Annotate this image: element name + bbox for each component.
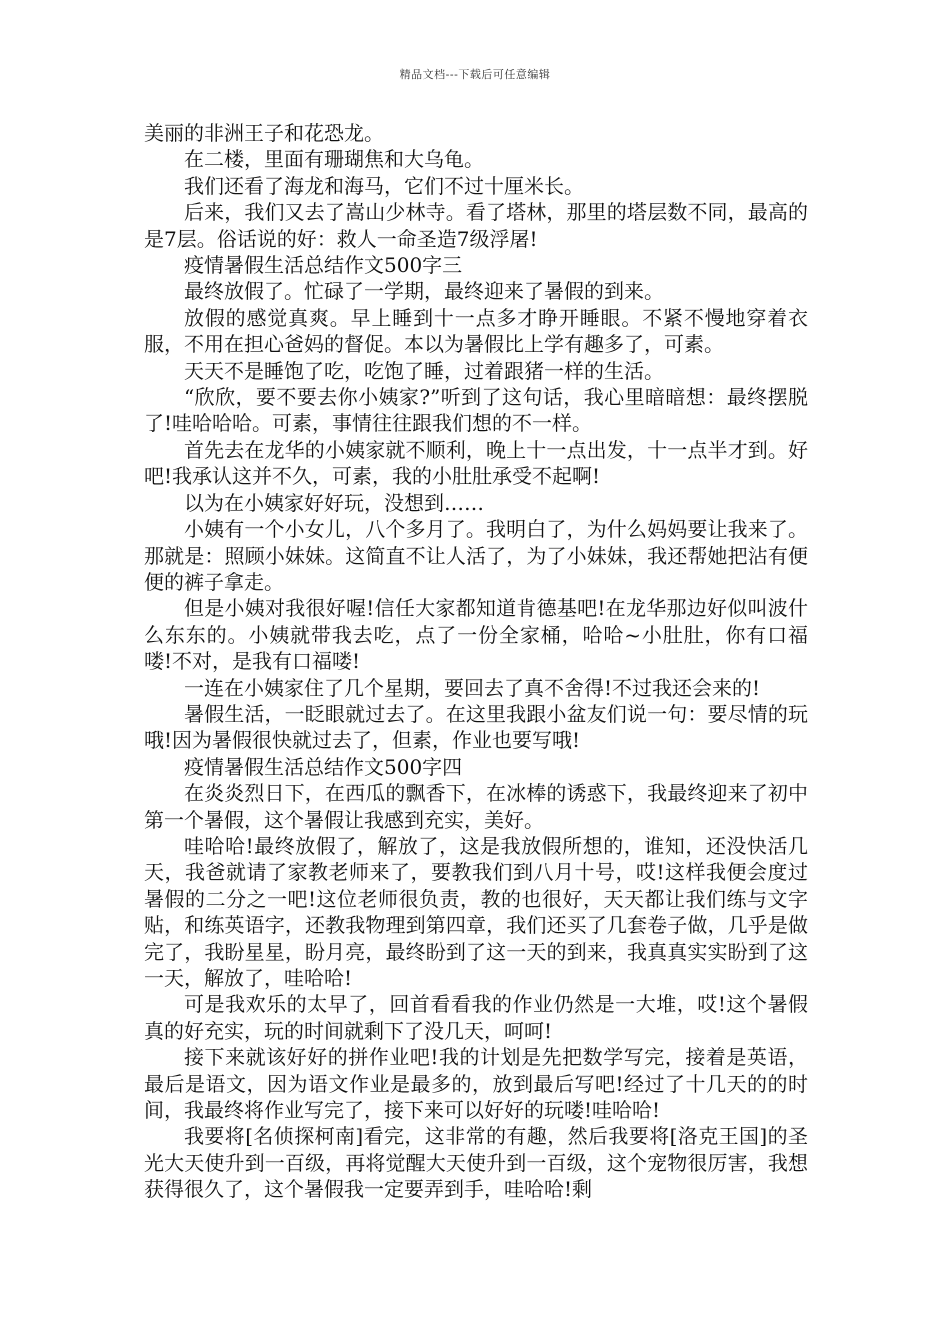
paragraph: 后来，我们又去了嵩山少林寺。看了塔林，那里的塔层数不同，最高的是7层。俗话说的好：救人一命圣造7级浮屠! <box>144 200 808 251</box>
paragraph: 美丽的非洲王子和花恐龙。 <box>144 121 384 145</box>
paragraph: 我们还看了海龙和海马，它们不过十厘米长。 <box>184 173 584 198</box>
section-heading: 疫情暑假生活总结作文500字四 <box>184 754 463 779</box>
paragraph: 放假的感觉真爽。早上睡到十一点多才睁开睡眼。不紧不慢地穿着衣服，不用在担心爸妈的督促。本以为暑假比上学有趣多了，可素。 <box>144 305 808 357</box>
paragraph: 我要将[名侦探柯南]看完，这非常的有趣，然后我要将[洛克王国]的圣光大天使升到一百级，再将觉醒大天使升到一百级，这个宠物很厉害，我想获得很久了，这个暑假我一定要弄到手，哇哈哈!剩 <box>144 1124 808 1202</box>
paragraph: 一连在小姨家住了几个星期，要回去了真不舍得!不过我还会来的! <box>184 675 761 700</box>
paragraph: 小姨有一个小女儿，八个多月了。我明白了，为什么妈妈要让我来了。那就是：照顾小妹妹。这简直不让人活了，为了小妹妹，我还帮她把沾有便便的裤子拿走。 <box>144 517 808 594</box>
page-header: 精品文档---下载后可任意编辑 <box>399 68 551 81</box>
paragraph: 接下来就该好好的拼作业吧!我的计划是先把数学写完，接着是英语，最后是语文，因为语文作业是最多的，放到最后写吧!经过了十几天的的时间，我最终将作业写完了，接下来可以好好的玩喽!哇哈哈! <box>144 1045 808 1123</box>
paragraph: “欣欣，要不要去你小姨家?”听到了这句话，我心里暗暗想：最终摆脱了!哇哈哈哈。可素，事情往往跟我们想的不一样。 <box>144 385 808 436</box>
paragraph: 最终放假了。忙碌了一学期，最终迎来了暑假的到来。 <box>184 279 664 304</box>
paragraph: 可是我欢乐的太早了，回首看看我的作业仍然是一大堆，哎!这个暑假真的好充实，玩的时间就剩下了没几天，呵呵! <box>144 992 808 1043</box>
paragraph: 首先去在龙华的小姨家就不顺利，晚上十一点出发，十一点半才到。好吧!我承认这并不久，可素，我的小肚肚承受不起啊! <box>144 437 808 489</box>
paragraph: 哇哈哈!最终放假了，解放了，这是我放假所想的，谁知，还没快活几天，我爸就请了家教老师来了，要教我们到八月十号，哎!这样我便会度过暑假的二分之一吧!这位老师很负责，教的也很好，天天都让我们练与文字贴，和练英语字，还教我物理到第四章，我们还买了几套卷子做，几乎是做完了，我盼星星，盼月亮，最终盼到了这一天的到来，我真真实实盼到了这一天，解放了，哇哈哈! <box>144 833 808 990</box>
article-body <box>144 120 808 1203</box>
paragraph: 在二楼，里面有珊瑚焦和大乌龟。 <box>184 147 484 172</box>
paragraph: 但是小姨对我很好喔!信任大家都知道肯德基吧!在龙华那边好似叫波什么东东的。小姨就带我去吃，点了一份全家桶，哈哈~小肚肚，你有口福喽!不对，是我有口福喽! <box>144 596 808 674</box>
paragraph: 以为在小姨家好好玩，没想到…… <box>184 490 484 515</box>
paragraph: 暑假生活，一眨眼就过去了。在这里我跟小盆友们说一句：要尽情的玩哦!因为暑假很快就过去了，但素，作业也要写哦! <box>144 701 808 753</box>
section-heading: 疫情暑假生活总结作文500字三 <box>184 253 463 278</box>
paragraph: 天天不是睡饱了吃，吃饱了睡，过着跟猪一样的生活。 <box>184 358 664 383</box>
paragraph: 在炎炎烈日下，在西瓜的飘香下，在冰棒的诱惑下，我最终迎来了初中第一个暑假，这个暑假让我感到充实，美好。 <box>144 781 808 832</box>
